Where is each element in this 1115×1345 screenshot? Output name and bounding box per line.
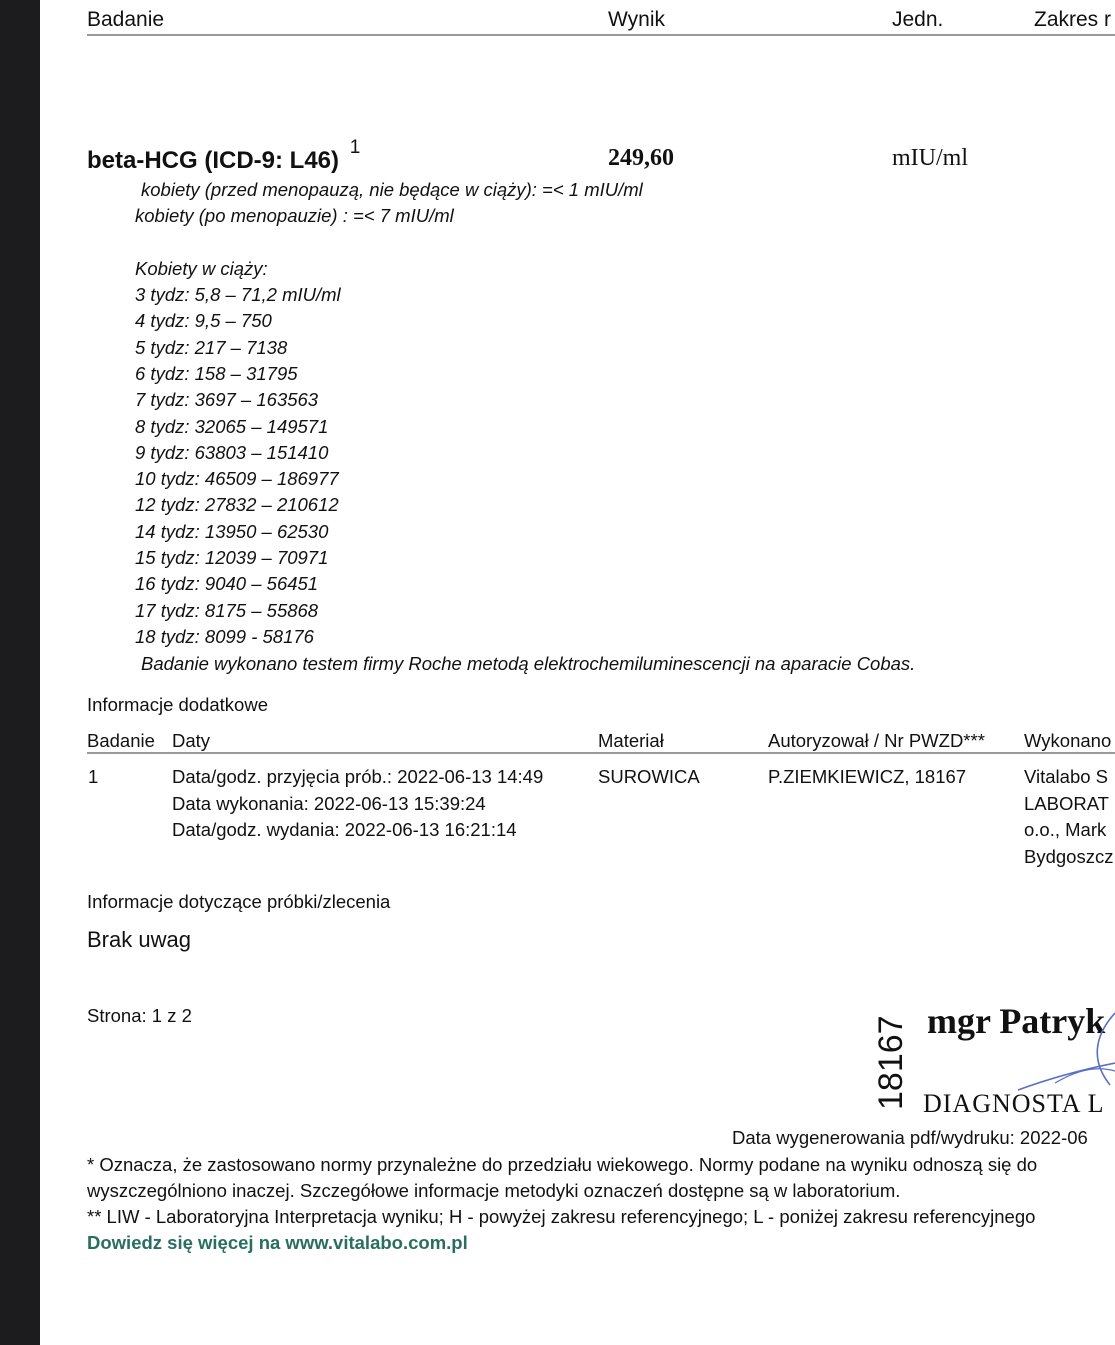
test-name-text: beta-HCG (ICD-9: L46) bbox=[87, 147, 340, 174]
sample-info-title: Informacje dotyczące próbki/zlecenia bbox=[87, 891, 391, 912]
pregnancy-range-item: 4 tydz: 9,5 – 750 bbox=[135, 310, 272, 332]
generated-date: Data wygenerowania pdf/wydruku: 2022-06 bbox=[732, 1127, 1088, 1148]
authorized-value: P.ZIEMKIEWICZ, 18167 bbox=[768, 766, 967, 787]
vitalabo-link[interactable]: Dowiedz się więcej na www.vitalabo.com.pl bbox=[87, 1232, 468, 1253]
header-unit: Jedn. bbox=[892, 8, 944, 31]
pregnancy-range-item: 16 tydz: 9040 – 56451 bbox=[135, 573, 319, 595]
stamp-title: DIAGNOSTA L bbox=[923, 1089, 1105, 1118]
test-value: 249,60 bbox=[608, 145, 674, 171]
date-performed: Data wykonania: 2022-06-13 15:39:24 bbox=[172, 793, 486, 814]
test-name bbox=[87, 137, 361, 175]
page-number: Strona: 1 z 2 bbox=[87, 1005, 192, 1026]
pregnancy-range-item: 14 tydz: 13950 – 62530 bbox=[135, 520, 329, 542]
footnote-liw: ** LIW - Laboratoryjna Interpretacja wyniku; H - powyżej zakresu referencyjnego; L - poniżej zakresu referencyjnego bbox=[87, 1206, 1036, 1227]
header-divider bbox=[87, 34, 1115, 36]
header-result: Wynik bbox=[608, 8, 665, 31]
material-value: SUROWICA bbox=[598, 766, 700, 787]
pregnancy-range-item: 9 tydz: 63803 – 151410 bbox=[135, 441, 329, 463]
pregnancy-range-item: 15 tydz: 12039 – 70971 bbox=[135, 547, 329, 568]
pregnancy-range-item: 17 tydz: 8175 – 55868 bbox=[135, 599, 319, 621]
performed-line: o.o., Mark bbox=[1024, 819, 1107, 840]
pregnancy-range-item: 6 tydz: 158 – 31795 bbox=[135, 362, 298, 384]
signature-scribble bbox=[1000, 1005, 1115, 1105]
date-issued: Data/godz. wydania: 2022-06-13 16:21:14 bbox=[172, 819, 517, 840]
method-note: Badanie wykonano testem firmy Roche metodą elektrochemiluminescencji na aparacie Cobas. bbox=[141, 653, 916, 674]
pregnancy-range-item: 5 tydz: 217 – 7138 bbox=[135, 336, 288, 358]
pregnancy-range-item: 3 tydz: 5,8 – 71,2 mIU/ml bbox=[135, 284, 341, 305]
stamp-name: mgr Patryk bbox=[927, 1001, 1106, 1041]
row-test-number: 1 bbox=[88, 766, 99, 787]
performed-line: Vitalabo S bbox=[1024, 766, 1108, 787]
col-performed: Wykonano bbox=[1024, 730, 1112, 751]
pregnancy-range-item: 7 tydz: 3697 – 163563 bbox=[135, 389, 319, 411]
footnote-age-norms: * Oznacza, że zastosowano normy przynależne do przedziału wiekowego. Normy podane na wyniku odnoszą się do bbox=[87, 1154, 1038, 1175]
performed-line: Bydgoszcz bbox=[1024, 846, 1114, 867]
footnote-age-norms-cont: wyszczególniono inaczej. Szczegółowe informacje metodyki oznaczeń dostępne są w laboratorium. bbox=[87, 1180, 901, 1201]
col-authorized: Autoryzował / Nr PWZD*** bbox=[768, 730, 985, 751]
viewer-side-bar bbox=[0, 0, 40, 1345]
stamp-number: 18167 bbox=[872, 1015, 910, 1110]
header-range: Zakres r bbox=[1034, 8, 1112, 31]
col-test: Badanie bbox=[87, 730, 155, 751]
col-dates: Daty bbox=[172, 730, 211, 751]
col-material: Materiał bbox=[598, 730, 664, 751]
pregnancy-range-item: 8 tydz: 32065 – 149571 bbox=[135, 415, 329, 437]
pregnancy-title: Kobiety w ciąży: bbox=[135, 258, 268, 279]
lab-report-page bbox=[40, 0, 1115, 1345]
ref-line: kobiety (po menopauzie) : =< 7 mIU/ml bbox=[135, 205, 454, 226]
test-footnote: 1 bbox=[349, 137, 361, 158]
ref-line: kobiety (przed menopauzą, nie będące w ciąży): =< 1 mIU/ml bbox=[141, 179, 643, 200]
pregnancy-range-item: 10 tydz: 46509 – 186977 bbox=[135, 468, 339, 490]
sample-info-value: Brak uwag bbox=[87, 927, 191, 952]
header-test: Badanie bbox=[87, 8, 165, 31]
test-unit: mIU/ml bbox=[892, 145, 968, 171]
performed-line: LABORAT bbox=[1024, 793, 1109, 814]
additional-info-title: Informacje dodatkowe bbox=[87, 694, 268, 715]
pregnancy-range-item: 18 tydz: 8099 - 58176 bbox=[135, 625, 314, 647]
info-divider bbox=[87, 752, 1115, 754]
pregnancy-range-item: 12 tydz: 27832 – 210612 bbox=[135, 494, 339, 516]
date-received: Data/godz. przyjęcia prób.: 2022-06-13 14:49 bbox=[172, 766, 544, 787]
